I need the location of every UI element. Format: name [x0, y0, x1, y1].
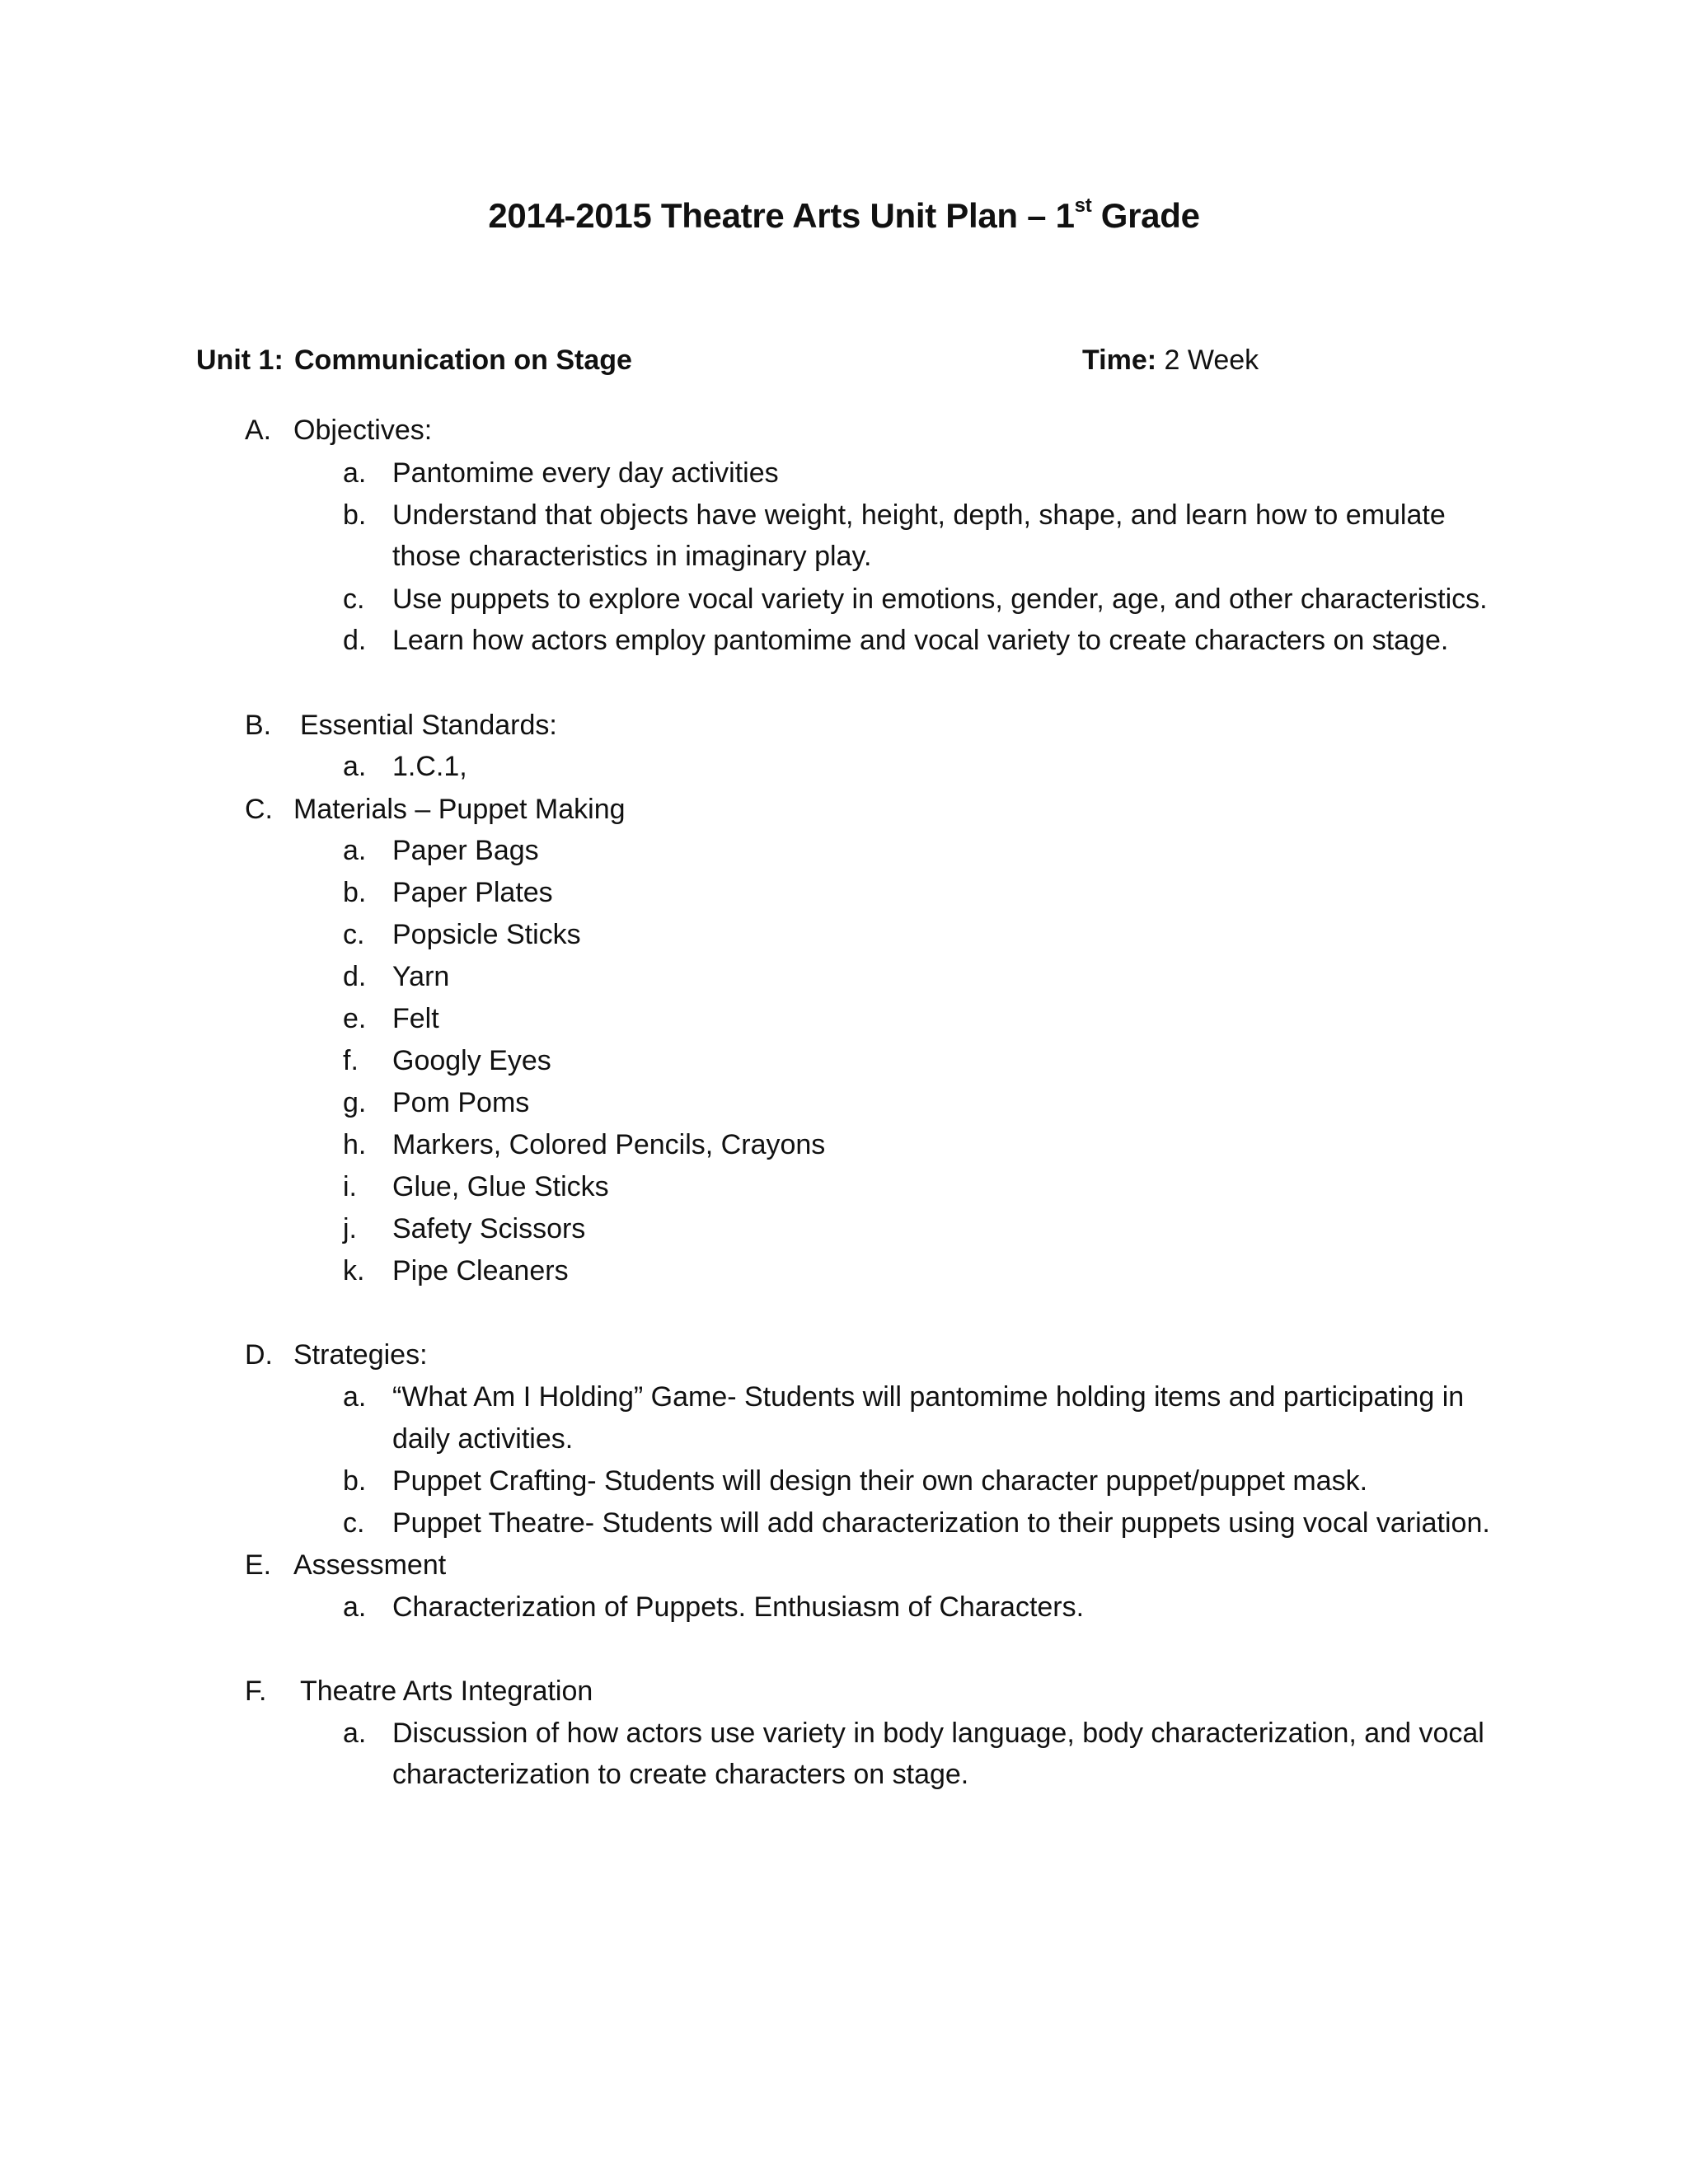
list-item-letter: d.: [343, 961, 367, 992]
list-item: Glue, Glue Sticks: [392, 1171, 609, 1202]
list-item-letter: a.: [343, 835, 367, 866]
list-item-letter: c.: [343, 919, 365, 950]
list-item: Understand that objects have weight, height, depth, shape, and learn how to emulate: [392, 499, 1446, 531]
section-heading: Objectives:: [293, 415, 433, 446]
list-item-letter: c.: [343, 1507, 365, 1539]
list-item-letter: a.: [343, 1381, 367, 1413]
list-item-letter: g.: [343, 1087, 367, 1118]
list-item: Markers, Colored Pencils, Crayons: [392, 1129, 826, 1160]
list-item-letter: e.: [343, 1003, 367, 1034]
list-item: Puppet Theatre- Students will add characterization to their puppets using vocal variation.: [392, 1507, 1490, 1539]
list-item-letter: f.: [343, 1045, 359, 1076]
section-heading: Assessment: [293, 1549, 447, 1581]
list-item: Discussion of how actors use variety in body language, body characterization, and vocal: [392, 1718, 1484, 1749]
list-item: Characterization of Puppets. Enthusiasm of Characters.: [392, 1591, 1085, 1623]
list-item-continuation: characterization to create characters on stage.: [392, 1759, 969, 1790]
list-item: 1.C.1,: [392, 751, 467, 782]
time-value: 2 Week: [1156, 344, 1259, 376]
title-tail: Grade: [1091, 196, 1200, 235]
list-item-letter: h.: [343, 1129, 367, 1160]
list-item: Pipe Cleaners: [392, 1255, 569, 1286]
list-item: Paper Plates: [392, 877, 553, 908]
list-item-letter: c.: [343, 583, 365, 615]
section-letter: C.: [245, 794, 273, 825]
time-label: Time:: [1082, 344, 1157, 376]
unit-header: [196, 344, 1515, 386]
list-item: Felt: [392, 1003, 439, 1034]
list-item-letter: a.: [343, 1718, 367, 1749]
list-item-letter: i.: [343, 1171, 357, 1202]
list-item-letter: b.: [343, 499, 367, 531]
section-letter: D.: [245, 1339, 273, 1371]
list-item-letter: k.: [343, 1255, 365, 1286]
section-heading: Essential Standards:: [300, 710, 557, 741]
title-main: 2014-2015 Theatre Arts Unit Plan – 1: [488, 196, 1075, 235]
list-item-letter: b.: [343, 877, 367, 908]
section-letter: F.: [245, 1675, 267, 1707]
list-item: Learn how actors employ pantomime and vocal variety to create characters on stage.: [392, 625, 1449, 656]
list-item-letter: a.: [343, 751, 367, 782]
section-letter: A.: [245, 415, 272, 446]
unit-time: [1082, 344, 1259, 377]
list-item-continuation: those characteristics in imaginary play.: [392, 541, 872, 572]
list-item: Popsicle Sticks: [392, 919, 581, 950]
list-item: Pantomime every day activities: [392, 457, 779, 489]
list-item: Pom Poms: [392, 1087, 530, 1118]
list-item-continuation: daily activities.: [392, 1423, 574, 1455]
list-item: Googly Eyes: [392, 1045, 551, 1076]
list-item: Yarn: [392, 961, 450, 992]
section-heading: Theatre Arts Integration: [300, 1675, 593, 1707]
list-item-letter: j.: [343, 1213, 357, 1244]
list-item-letter: d.: [343, 625, 367, 656]
section-heading: Materials – Puppet Making: [293, 794, 626, 825]
list-item: Safety Scissors: [392, 1213, 586, 1244]
list-item: “What Am I Holding” Game- Students will pantomime holding items and participating in: [392, 1381, 1465, 1413]
page-title: [0, 196, 1688, 236]
list-item: Paper Bags: [392, 835, 539, 866]
list-item-letter: a.: [343, 457, 367, 489]
unit-label: Unit 1:: [196, 344, 284, 376]
list-item-letter: b.: [343, 1465, 367, 1497]
list-item: Puppet Crafting- Students will design their own character puppet/puppet mask.: [392, 1465, 1368, 1497]
title-superscript: st: [1074, 194, 1092, 217]
unit-name: Communication on Stage: [294, 344, 632, 376]
section-heading: Strategies:: [293, 1339, 428, 1371]
list-item-letter: a.: [343, 1591, 367, 1623]
section-letter: E.: [245, 1549, 272, 1581]
section-letter: B.: [245, 710, 272, 741]
list-item: Use puppets to explore vocal variety in emotions, gender, age, and other characteristics.: [392, 583, 1488, 615]
